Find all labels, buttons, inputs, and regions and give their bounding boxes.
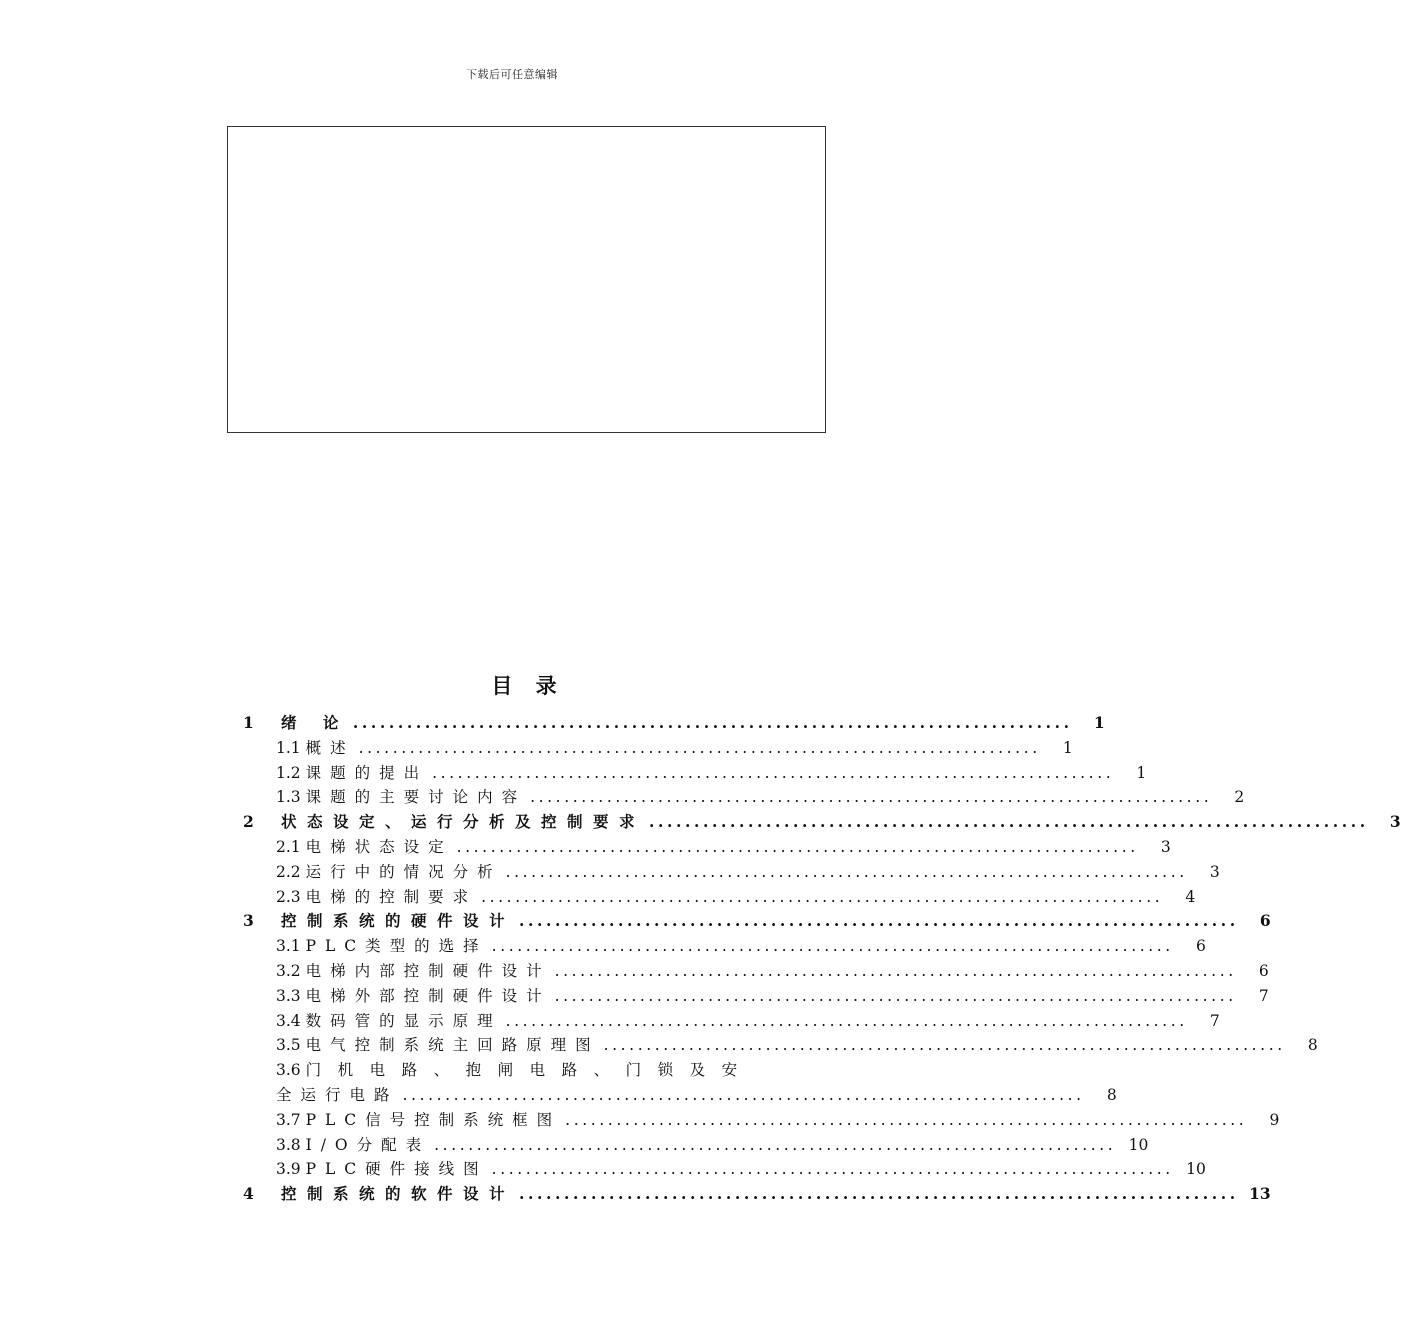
toc-entry-number: 1.1	[276, 738, 306, 757]
toc-entry-label: 状态设定、运行分析及控制要求	[281, 812, 646, 832]
toc-entry-page: 7	[1258, 986, 1269, 1005]
toc-entry-page: 10	[1128, 1135, 1149, 1154]
toc-entry-label: I/O分配表	[305, 1135, 431, 1154]
toc-leader-dots: ................................................................................	[505, 1011, 1188, 1030]
toc-entry-label: 课题的提出	[305, 763, 429, 782]
toc-entry-label: 数码管的显示原理	[305, 1011, 502, 1030]
toc-entry-label: 概述	[305, 738, 355, 757]
toc-leader-dots: ................................................................................	[554, 986, 1237, 1005]
toc-leader-dots: ................................................................................	[491, 937, 1174, 956]
toc-leader-dots: ................................................................................	[491, 1160, 1174, 1179]
toc-entry[interactable]	[240, 1058, 815, 1083]
toc-entry[interactable]	[240, 885, 1196, 910]
toc-leader-dots: ................................................................................	[432, 763, 1115, 782]
toc-chapter[interactable]	[240, 810, 1401, 835]
toc-entry-label: PLC信号控制系统框图	[305, 1110, 562, 1129]
toc-leader-dots: ................................................................................	[352, 713, 1073, 732]
toc-entry[interactable]	[240, 860, 1220, 885]
toc-entry[interactable]	[240, 835, 1171, 860]
toc-entry-page: 9	[1269, 1110, 1280, 1129]
toc-entry-number: 3.9	[276, 1160, 306, 1179]
toc-entry[interactable]	[240, 1108, 1280, 1133]
toc-entry[interactable]	[240, 984, 1269, 1009]
toc-entry-label: 控制系统的软件设计	[281, 1184, 516, 1204]
header-note: 下载后可任意编辑	[466, 68, 558, 81]
toc-leader-dots: ................................................................................	[603, 1036, 1286, 1055]
toc-chapter[interactable]	[240, 711, 1105, 736]
toc-entry[interactable]	[240, 1033, 1318, 1058]
toc-leader-dots: ................................................................................	[402, 1085, 1085, 1104]
toc-chapter[interactable]	[240, 1182, 1271, 1207]
table-of-contents	[240, 711, 1401, 1207]
toc-entry-number: 4	[243, 1184, 254, 1204]
toc-entry-number: 3.5	[276, 1036, 306, 1055]
toc-entry-label: 门机电路、抱闸电路、门锁及安	[305, 1061, 754, 1080]
toc-leader-dots: ................................................................................	[554, 961, 1237, 980]
toc-entry-number: 1.2	[276, 763, 306, 782]
toc-entry-label: 电气控制系统主回路原理图	[305, 1036, 600, 1055]
toc-entry-page: 10	[1186, 1160, 1206, 1179]
toc-entry-number: 2.2	[276, 862, 306, 881]
toc-entry-label: 电梯内部控制硬件设计	[305, 961, 551, 980]
toc-entry-number: 3.2	[276, 961, 306, 980]
toc-entry-page: 1	[1136, 763, 1147, 782]
toc-entry-page: 6	[1258, 961, 1269, 980]
toc-entry-page: 4	[1185, 887, 1196, 906]
toc-entry-number: 3	[243, 911, 254, 931]
toc-entry-page: 8	[1106, 1085, 1117, 1104]
blank-frame	[227, 126, 826, 433]
toc-leader-dots: ................................................................................	[519, 911, 1239, 931]
toc-entry-page: 1	[1093, 713, 1105, 732]
toc-entry-number: 3.6	[276, 1061, 306, 1080]
toc-entry-continuation[interactable]	[240, 1083, 1117, 1108]
toc-entry[interactable]	[240, 959, 1269, 984]
toc-entry-page: 1	[1062, 738, 1073, 757]
toc-entry[interactable]	[240, 1133, 1149, 1158]
toc-leader-dots: ................................................................................	[358, 738, 1041, 757]
toc-leader-dots: ................................................................................	[530, 788, 1213, 807]
toc-entry[interactable]	[240, 1009, 1220, 1034]
toc-entry-number: 3.3	[276, 986, 306, 1005]
toc-chapter[interactable]	[240, 909, 1271, 934]
toc-entry-label: PLC类型的选择	[305, 937, 488, 956]
toc-entry-label: 电梯状态设定	[305, 837, 453, 856]
toc-entry[interactable]	[240, 1157, 1206, 1182]
toc-entry-number: 3.7	[276, 1110, 306, 1129]
toc-entry-page: 7	[1209, 1011, 1220, 1030]
toc-entry-number: 2.3	[276, 887, 306, 906]
toc-leader-dots: ................................................................................	[456, 837, 1139, 856]
toc-entry-page: 2	[1234, 788, 1245, 807]
toc-entry[interactable]	[240, 785, 1245, 810]
toc-entry[interactable]	[240, 761, 1147, 786]
toc-entry-number: 3.1	[276, 937, 306, 956]
toc-entry[interactable]	[240, 736, 1073, 761]
toc-entry-page: 6	[1195, 937, 1206, 956]
toc-entry-label: 电梯的控制要求	[305, 887, 478, 906]
toc-leader-dots: ................................................................................	[481, 887, 1164, 906]
toc-entry-number: 3.4	[276, 1011, 306, 1030]
toc-entry-page: 3	[1209, 862, 1220, 881]
toc-entry-label: 运行中的情况分析	[305, 862, 502, 881]
toc-entry-page: 3	[1389, 812, 1401, 832]
toc-entry-number: 2	[243, 812, 254, 832]
toc-leader-dots: ................................................................................	[434, 1135, 1117, 1154]
toc-entry-label-continued: 全运行电路	[276, 1085, 399, 1104]
toc-entry-page: 13	[1249, 1184, 1271, 1204]
toc-entry-label: 绪 论	[281, 713, 349, 732]
toc-entry[interactable]	[240, 934, 1206, 959]
toc-entry-page: 3	[1160, 837, 1171, 856]
toc-entry-number: 2.1	[276, 837, 306, 856]
toc-entry-page: 6	[1259, 911, 1271, 931]
toc-entry-number: 1	[243, 713, 254, 732]
toc-entry-page: 8	[1307, 1036, 1318, 1055]
toc-entry-label: 控制系统的硬件设计	[281, 911, 516, 931]
toc-title: 目 录	[491, 674, 565, 698]
toc-entry-number: 1.3	[276, 788, 306, 807]
toc-leader-dots: ................................................................................	[565, 1110, 1248, 1129]
toc-entry-number: 3.8	[276, 1135, 306, 1154]
toc-entry-label: PLC硬件接线图	[305, 1160, 488, 1179]
toc-leader-dots: ................................................................................	[519, 1184, 1239, 1204]
toc-leader-dots: ................................................................................	[505, 862, 1188, 881]
toc-entry-label: 电梯外部控制硬件设计	[305, 986, 551, 1005]
toc-leader-dots: ................................................................................	[649, 812, 1369, 832]
toc-entry-label: 课题的主要讨论内容	[305, 788, 527, 807]
